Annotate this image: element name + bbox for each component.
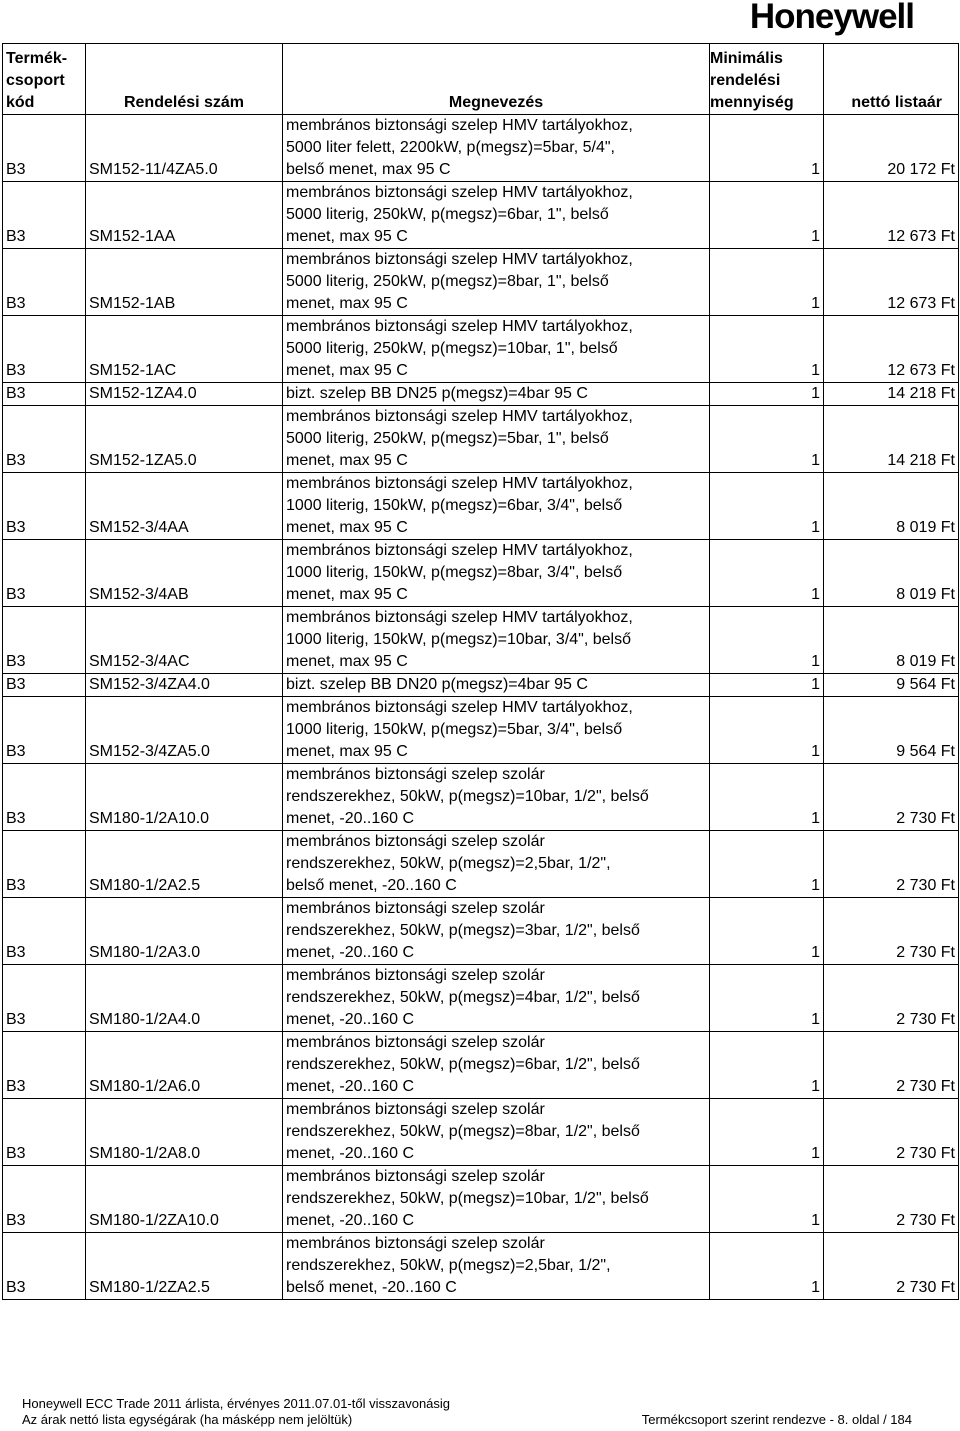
cell-order-number: SM180-1/2ZA10.0 [86,1166,283,1233]
description-line: membrános biztonsági szelep HMV tartályokhoz, [286,542,633,559]
cell-description [283,1166,710,1233]
description-line: 5000 liter felett, 2200kW, p(megsz)=5bar, 5/4", [286,139,615,156]
cell-min-qty: 1 [710,406,824,473]
cell-order-number: SM180-1/2ZA2.5 [86,1233,283,1300]
table-row [3,1032,959,1099]
table-body [3,115,959,1300]
cell-min-qty: 1 [710,383,824,406]
footer-line-1: Honeywell ECC Trade 2011 árlista, érvényes 2011.07.01-től visszavonásig [22,1396,451,1411]
brand-logo: Honeywell [749,0,914,36]
cell-group: B3 [3,764,86,831]
cell-description [283,182,710,249]
description-line: menet, max 95 C [286,295,408,312]
cell-order-number: SM180-1/2A8.0 [86,1099,283,1166]
description-line: 5000 literig, 250kW, p(megsz)=10bar, 1", belső [286,340,618,357]
table-row [3,473,959,540]
table-row [3,1233,959,1300]
description-line: membrános biztonsági szelep HMV tartályokhoz, [286,408,633,425]
table-row [3,965,959,1032]
cell-group: B3 [3,965,86,1032]
header-group-line: Termék- [6,50,68,67]
description-line: menet, max 95 C [286,653,408,670]
description-line: menet, max 95 C [286,228,408,245]
description-line: rendszerekhez, 50kW, p(megsz)=10bar, 1/2", belső [286,1190,649,1207]
cell-description [283,1032,710,1099]
cell-description [283,965,710,1032]
description-line: belső menet, max 95 C [286,161,451,178]
cell-group: B3 [3,607,86,674]
description-line: rendszerekhez, 50kW, p(megsz)=4bar, 1/2", belső [286,989,640,1006]
description-line: rendszerekhez, 50kW, p(megsz)=10bar, 1/2", belső [286,788,649,805]
footer-line-2: Az árak nettó lista egységárak (ha másképp nem jelöltük) [22,1412,353,1427]
cell-description [283,406,710,473]
description-line: rendszerekhez, 50kW, p(megsz)=2,5bar, 1/2", [286,855,611,872]
description-line: belső menet, -20..160 C [286,1279,457,1296]
cell-net-price: 2 730 Ft [824,1166,959,1233]
cell-description [283,607,710,674]
table-row [3,540,959,607]
description-line: rendszerekhez, 50kW, p(megsz)=2,5bar, 1/2", [286,1257,611,1274]
cell-order-number: SM180-1/2A3.0 [86,898,283,965]
description-line: 1000 literig, 150kW, p(megsz)=5bar, 3/4", belső [286,721,623,738]
cell-description [283,697,710,764]
table-row [3,316,959,383]
description-line: menet, -20..160 C [286,1078,415,1095]
table-row [3,406,959,473]
cell-net-price: 8 019 Ft [824,540,959,607]
cell-description [283,473,710,540]
cell-group: B3 [3,182,86,249]
cell-net-price: 12 673 Ft [824,316,959,383]
cell-order-number: SM152-1ZA5.0 [86,406,283,473]
header-qty [710,44,824,115]
header-qty-line: mennyiség [710,94,794,111]
cell-description [283,764,710,831]
description-line: membrános biztonsági szelep szolár [286,900,545,917]
description-line: bizt. szelep BB DN25 p(megsz)=4bar 95 C [286,385,588,402]
description-line: membrános biztonsági szelep szolár [286,766,545,783]
cell-group: B3 [3,406,86,473]
cell-net-price: 8 019 Ft [824,607,959,674]
header-price: nettó listaár [824,44,959,115]
cell-min-qty: 1 [710,1032,824,1099]
description-line: rendszerekhez, 50kW, p(megsz)=8bar, 1/2", belső [286,1123,640,1140]
table-row [3,383,959,406]
cell-net-price: 2 730 Ft [824,1032,959,1099]
table-row [3,1166,959,1233]
cell-min-qty: 1 [710,115,824,182]
description-line: membrános biztonsági szelep HMV tartályokhoz, [286,117,633,134]
cell-group: B3 [3,115,86,182]
description-line: 5000 literig, 250kW, p(megsz)=6bar, 1", belső [286,206,609,223]
cell-description [283,383,710,406]
cell-description [283,1233,710,1300]
description-line: membrános biztonsági szelep szolár [286,967,545,984]
description-line: membrános biztonsági szelep szolár [286,1235,545,1252]
cell-order-number: SM152-3/4AC [86,607,283,674]
cell-description [283,898,710,965]
description-line: 5000 literig, 250kW, p(megsz)=5bar, 1", belső [286,430,609,447]
header-name: Megnevezés [283,44,710,115]
description-line: rendszerekhez, 50kW, p(megsz)=6bar, 1/2", belső [286,1056,640,1073]
cell-group: B3 [3,540,86,607]
description-line: membrános biztonsági szelep HMV tartályokhoz, [286,609,633,626]
description-line: membrános biztonsági szelep szolár [286,1034,545,1051]
cell-min-qty: 1 [710,831,824,898]
cell-group: B3 [3,316,86,383]
cell-order-number: SM180-1/2A6.0 [86,1032,283,1099]
cell-net-price: 9 564 Ft [824,697,959,764]
cell-min-qty: 1 [710,540,824,607]
description-line: membrános biztonsági szelep szolár [286,1101,545,1118]
cell-min-qty: 1 [710,249,824,316]
cell-group: B3 [3,383,86,406]
cell-net-price: 20 172 Ft [824,115,959,182]
cell-net-price: 2 730 Ft [824,965,959,1032]
table-row [3,115,959,182]
cell-net-price: 8 019 Ft [824,473,959,540]
description-line: menet, -20..160 C [286,810,415,827]
footer-page-info: Termékcsoport szerint rendezve - 8. oldal / 184 [641,1412,912,1427]
description-line: bizt. szelep BB DN20 p(megsz)=4bar 95 C [286,676,588,693]
cell-min-qty: 1 [710,607,824,674]
cell-net-price: 12 673 Ft [824,249,959,316]
header-group-line: csoport [6,72,65,89]
cell-net-price: 2 730 Ft [824,1099,959,1166]
cell-description [283,115,710,182]
cell-description [283,674,710,697]
cell-group: B3 [3,898,86,965]
cell-group: B3 [3,674,86,697]
cell-group: B3 [3,473,86,540]
cell-min-qty: 1 [710,674,824,697]
cell-net-price: 2 730 Ft [824,764,959,831]
table-row [3,607,959,674]
cell-net-price: 2 730 Ft [824,898,959,965]
description-line: membrános biztonsági szelep HMV tartályokhoz, [286,475,633,492]
cell-min-qty: 1 [710,1233,824,1300]
description-line: membrános biztonsági szelep HMV tartályokhoz, [286,318,633,335]
description-line: menet, max 95 C [286,519,408,536]
description-line: menet, -20..160 C [286,944,415,961]
cell-min-qty: 1 [710,1166,824,1233]
header-code: Rendelési szám [86,44,283,115]
header-group-line: kód [6,94,35,111]
cell-group: B3 [3,1099,86,1166]
header-group [3,44,86,115]
description-line: menet, -20..160 C [286,1145,415,1162]
cell-net-price: 2 730 Ft [824,1233,959,1300]
cell-description [283,1099,710,1166]
cell-min-qty: 1 [710,473,824,540]
description-line: membrános biztonsági szelep HMV tartályokhoz, [286,184,633,201]
cell-min-qty: 1 [710,182,824,249]
cell-min-qty: 1 [710,697,824,764]
description-line: menet, max 95 C [286,586,408,603]
price-table [2,43,959,1300]
cell-group: B3 [3,831,86,898]
cell-min-qty: 1 [710,1099,824,1166]
cell-description [283,316,710,383]
cell-group: B3 [3,1166,86,1233]
header-qty-line: Minimális [710,50,783,67]
cell-min-qty: 1 [710,965,824,1032]
table-row [3,697,959,764]
cell-min-qty: 1 [710,898,824,965]
table-row [3,182,959,249]
cell-description [283,831,710,898]
description-line: rendszerekhez, 50kW, p(megsz)=3bar, 1/2", belső [286,922,640,939]
cell-order-number: SM152-3/4AA [86,473,283,540]
cell-order-number: SM180-1/2A4.0 [86,965,283,1032]
description-line: menet, -20..160 C [286,1011,415,1028]
description-line: belső menet, -20..160 C [286,877,457,894]
cell-order-number: SM152-3/4ZA4.0 [86,674,283,697]
table-row [3,898,959,965]
cell-min-qty: 1 [710,316,824,383]
cell-net-price: 2 730 Ft [824,831,959,898]
description-line: membrános biztonsági szelep szolár [286,1168,545,1185]
description-line: menet, max 95 C [286,452,408,469]
cell-order-number: SM152-3/4ZA5.0 [86,697,283,764]
cell-order-number: SM152-3/4AB [86,540,283,607]
description-line: menet, max 95 C [286,362,408,379]
cell-group: B3 [3,1032,86,1099]
cell-net-price: 14 218 Ft [824,383,959,406]
description-line: 1000 literig, 150kW, p(megsz)=6bar, 3/4", belső [286,497,623,514]
table-row [3,1099,959,1166]
cell-group: B3 [3,1233,86,1300]
header-qty-line: rendelési [710,72,781,89]
cell-group: B3 [3,249,86,316]
cell-group: B3 [3,697,86,764]
description-line: membrános biztonsági szelep szolár [286,833,545,850]
description-line: menet, -20..160 C [286,1212,415,1229]
description-line: 1000 literig, 150kW, p(megsz)=8bar, 3/4", belső [286,564,623,581]
table-row [3,831,959,898]
cell-order-number: SM180-1/2A10.0 [86,764,283,831]
description-line: membrános biztonsági szelep HMV tartályokhoz, [286,699,633,716]
description-line: 5000 literig, 250kW, p(megsz)=8bar, 1", belső [286,273,609,290]
cell-order-number: SM152-1AA [86,182,283,249]
table-row [3,764,959,831]
description-line: membrános biztonsági szelep HMV tartályokhoz, [286,251,633,268]
header-row [3,44,959,115]
cell-order-number: SM180-1/2A2.5 [86,831,283,898]
cell-net-price: 12 673 Ft [824,182,959,249]
cell-min-qty: 1 [710,764,824,831]
cell-order-number: SM152-1ZA4.0 [86,383,283,406]
table-row [3,249,959,316]
cell-order-number: SM152-11/4ZA5.0 [86,115,283,182]
cell-order-number: SM152-1AB [86,249,283,316]
cell-net-price: 9 564 Ft [824,674,959,697]
cell-description [283,540,710,607]
cell-description [283,249,710,316]
description-line: 1000 literig, 150kW, p(megsz)=10bar, 3/4", belső [286,631,631,648]
cell-net-price: 14 218 Ft [824,406,959,473]
description-line: menet, max 95 C [286,743,408,760]
cell-order-number: SM152-1AC [86,316,283,383]
table-row [3,674,959,697]
